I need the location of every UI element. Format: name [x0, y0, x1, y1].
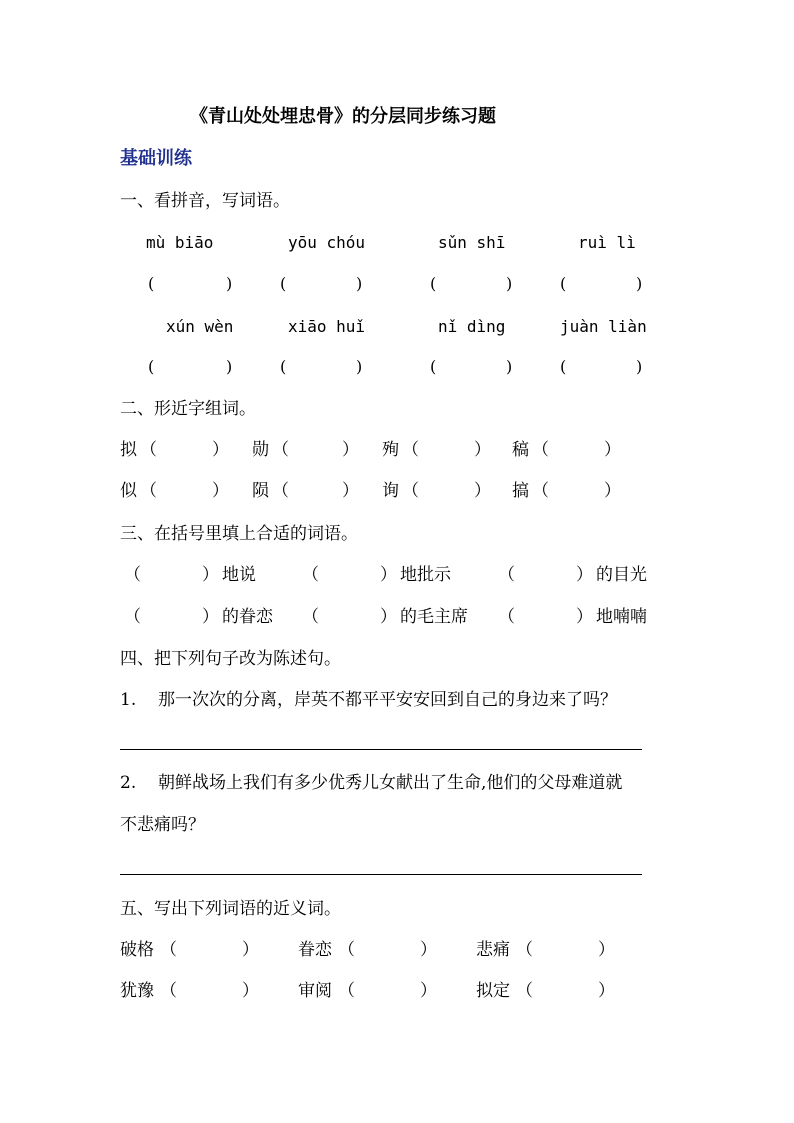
answer-paren-open: （: [140, 440, 157, 460]
sentence-text-continued: 不悲痛吗？: [120, 815, 205, 835]
answer-paren-close: ）: [576, 607, 593, 627]
answer-line[interactable]: [120, 749, 642, 750]
answer-paren-open: （: [402, 481, 419, 501]
answer-paren-open: （: [124, 607, 141, 627]
sentence-text: 朝鲜战场上我们有多少优秀儿女献出了生命,他们的父母难道就: [158, 773, 623, 793]
answer-paren-open: （: [338, 981, 355, 1001]
word-item: 犹豫: [120, 981, 154, 1001]
pinyin-item: ruì lì: [578, 233, 636, 252]
answer-paren-open: （: [532, 481, 549, 501]
answer-paren-close: ): [636, 357, 643, 376]
answer-paren-close: ): [636, 274, 643, 293]
question-2-heading: 二、形近字组词。: [120, 399, 256, 419]
section-heading: 基础训练: [120, 148, 192, 169]
answer-paren-close: ）: [202, 607, 219, 627]
answer-paren-open: （: [302, 565, 319, 585]
answer-paren-close: ）: [576, 565, 593, 585]
answer-paren-close: ）: [242, 940, 259, 960]
answer-paren-close: ）: [598, 981, 615, 1001]
character-item: 询: [382, 481, 399, 501]
pinyin-item: yōu chóu: [288, 233, 366, 252]
answer-paren-close: ）: [212, 481, 229, 501]
phrase-suffix: 地说: [222, 565, 256, 585]
phrase-suffix: 的目光: [596, 565, 647, 585]
answer-paren-close: ）: [474, 481, 491, 501]
answer-paren-open: (: [148, 274, 155, 293]
answer-paren-open: （: [302, 607, 319, 627]
answer-line[interactable]: [120, 874, 642, 875]
answer-paren-close: ）: [604, 481, 621, 501]
character-item: 陨: [252, 481, 269, 501]
answer-paren-close: ): [356, 274, 363, 293]
answer-paren-close: ）: [342, 440, 359, 460]
question-5-heading: 五、写出下列词语的近义词。: [120, 899, 341, 919]
answer-paren-close: ）: [380, 565, 397, 585]
character-item: 搞: [512, 481, 529, 501]
answer-paren-close: ）: [598, 940, 615, 960]
answer-paren-open: （: [140, 481, 157, 501]
character-item: 似: [120, 481, 137, 501]
answer-paren-open: （: [498, 565, 515, 585]
answer-paren-close: ）: [380, 607, 397, 627]
character-item: 殉: [382, 440, 399, 460]
word-item: 悲痛: [476, 940, 510, 960]
answer-paren-close: ): [506, 274, 513, 293]
sentence-text: 那一次次的分离，岸英不都平平安安回到自己的身边来了吗？: [158, 690, 617, 710]
answer-paren-open: (: [430, 274, 437, 293]
phrase-suffix: 地批示: [400, 565, 451, 585]
item-number: 2.: [120, 773, 137, 793]
answer-paren-open: （: [532, 440, 549, 460]
page-title: 《青山处处埋忠骨》的分层同步练习题: [190, 106, 496, 127]
answer-paren-open: (: [280, 357, 287, 376]
answer-paren-open: （: [272, 440, 289, 460]
question-4-heading: 四、把下列句子改为陈述句。: [120, 649, 341, 669]
character-item: 拟: [120, 440, 137, 460]
answer-paren-close: ): [356, 357, 363, 376]
pinyin-item: sǔn shī: [438, 233, 506, 252]
word-item: 审阅: [298, 981, 332, 1001]
answer-paren-close: ）: [604, 440, 621, 460]
answer-paren-close: ）: [342, 481, 359, 501]
word-item: 眷恋: [298, 940, 332, 960]
item-number: 1.: [120, 690, 137, 710]
answer-paren-close: ）: [474, 440, 491, 460]
answer-paren-open: （: [124, 565, 141, 585]
answer-paren-close: ): [226, 274, 233, 293]
question-1-heading: 一、看拼音，写词语。: [120, 191, 290, 211]
answer-paren-close: ): [226, 357, 233, 376]
pinyin-item: xiāo huǐ: [288, 317, 366, 336]
question-3-heading: 三、在括号里填上合适的词语。: [120, 524, 358, 544]
answer-paren-close: ）: [212, 440, 229, 460]
answer-paren-open: (: [560, 357, 567, 376]
answer-paren-open: (: [430, 357, 437, 376]
word-item: 破格: [120, 940, 154, 960]
pinyin-item: juàn liàn: [560, 317, 647, 336]
answer-paren-open: （: [498, 607, 515, 627]
phrase-suffix: 的毛主席: [400, 607, 468, 627]
phrase-suffix: 地喃喃: [596, 607, 647, 627]
answer-paren-close: ）: [202, 565, 219, 585]
answer-paren-open: （: [402, 440, 419, 460]
answer-paren-open: （: [160, 981, 177, 1001]
answer-paren-open: （: [160, 940, 177, 960]
answer-paren-open: (: [148, 357, 155, 376]
answer-paren-open: （: [516, 940, 533, 960]
answer-paren-close: ）: [242, 981, 259, 1001]
answer-paren-close: ）: [420, 940, 437, 960]
character-item: 稿: [512, 440, 529, 460]
answer-paren-close: ）: [420, 981, 437, 1001]
answer-paren-open: （: [272, 481, 289, 501]
answer-paren-open: （: [516, 981, 533, 1001]
phrase-suffix: 的眷恋: [222, 607, 273, 627]
word-item: 拟定: [476, 981, 510, 1001]
pinyin-item: nǐ dìng: [438, 317, 506, 336]
answer-paren-open: （: [338, 940, 355, 960]
pinyin-item: xún wèn: [166, 317, 234, 336]
pinyin-item: mù biāo: [146, 233, 214, 252]
answer-paren-close: ): [506, 357, 513, 376]
answer-paren-open: (: [280, 274, 287, 293]
character-item: 勋: [252, 440, 269, 460]
answer-paren-open: (: [560, 274, 567, 293]
